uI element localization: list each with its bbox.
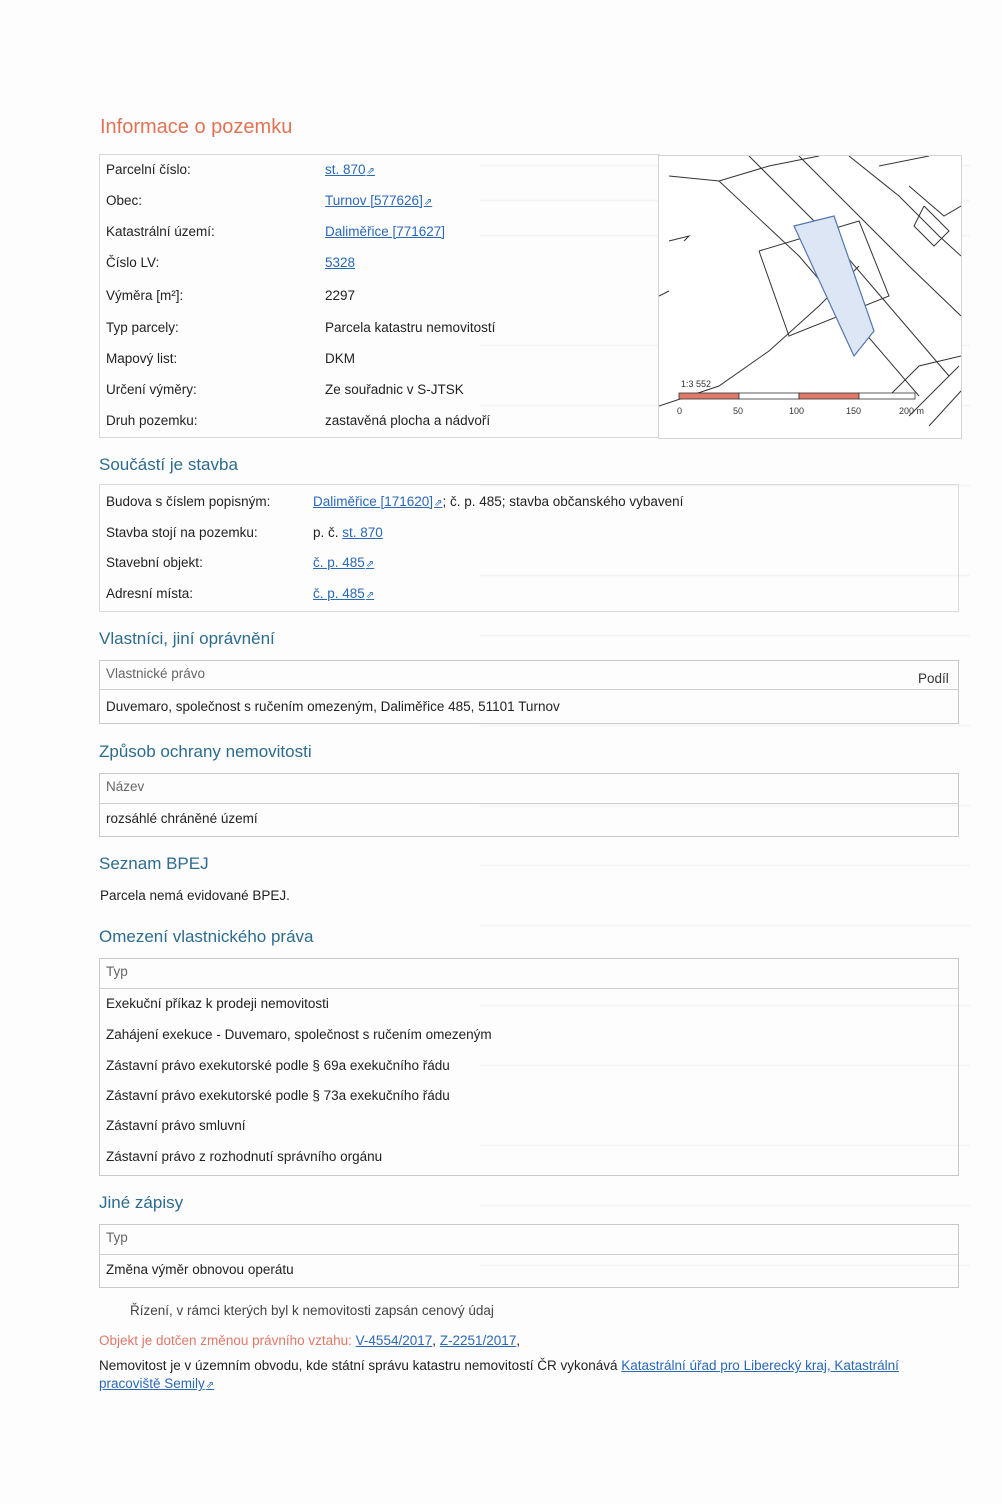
map-tick-label: 200 m <box>899 406 925 416</box>
office-note-continued <box>99 1375 214 1395</box>
bpej-text: Parcela nemá evidované BPEJ. <box>100 888 290 903</box>
external-link-icon: ⇗ <box>365 590 375 601</box>
table-divider <box>99 803 959 804</box>
owners-heading: Vlastníci, jiní oprávnění <box>99 629 275 648</box>
legal-change-note: Objekt je dotčen změnou právního vztahu: V-4554/2017, Z-2251/2017, <box>99 1333 521 1348</box>
map-scale-label: 1:3 552 <box>681 379 712 389</box>
restriction-item: Zástavní právo exekutorské podle § 69a exekučního řádu <box>106 1058 450 1073</box>
other-records-value: Změna výměr obnovou operátu <box>106 1262 294 1277</box>
address-point-link[interactable]: č. p. 485⇗ <box>313 586 375 601</box>
external-link-icon: ⇗ <box>366 166 375 177</box>
other-records-heading: Jiné zápisy <box>99 1193 184 1212</box>
cadastral-map-drawing <box>659 156 961 438</box>
cadastral-area-link[interactable]: Daliměřice [771627] <box>325 224 446 239</box>
protection-column-header: Název <box>106 779 145 794</box>
building-plot-link[interactable]: st. 870 <box>342 525 383 540</box>
page-title: Informace o pozemku <box>100 116 293 138</box>
restriction-item: Zástavní právo z rozhodnutí správního orgánu <box>106 1149 383 1164</box>
municipality-link[interactable]: Turnov [577626]⇗ <box>325 193 433 208</box>
change-link-z2251[interactable]: Z-2251/2017 <box>439 1333 517 1348</box>
protection-value: rozsáhlé chráněné území <box>106 811 258 826</box>
restriction-item: Zástavní právo exekutorské podle § 73a exekučního řádu <box>106 1088 450 1103</box>
building-district-link[interactable]: Daliměřice [171620]⇗ <box>313 494 443 509</box>
office-note: Nemovitost je v územním obvodu, kde státní správu katastru nemovitostí ČR vykonává Katastrální úřad pro Liberecký kraj, Katastrální <box>99 1358 899 1373</box>
restriction-item: Zahájení exekuce - Duvemaro, společnost s ručením omezeným <box>106 1027 492 1042</box>
change-link-v4554[interactable]: V-4554/2017 <box>355 1333 433 1348</box>
map-tick-label: 100 <box>789 406 805 416</box>
external-link-icon: ⇗ <box>365 559 375 570</box>
share-column-header: Podíl <box>918 671 949 686</box>
external-link-icon: ⇗ <box>434 498 443 509</box>
map-tick-label: 0 <box>677 406 683 416</box>
restriction-item: Exekuční příkaz k prodeji nemovitosti <box>106 996 329 1011</box>
owner-value: Duvemaro, společnost s ručením omezeným, Daliměřice 485, 51101 Turnov <box>106 699 560 714</box>
cadastral-map[interactable] <box>658 155 962 439</box>
table-divider <box>99 689 959 690</box>
cadastral-office-link-continued[interactable]: pracoviště Semily⇗ <box>99 1376 215 1391</box>
map-tick-label: 50 <box>733 406 744 416</box>
external-link-icon: ⇗ <box>205 1380 215 1391</box>
lv-number-link[interactable]: 5328 <box>325 255 356 270</box>
owners-column-header: Vlastnické právo <box>106 666 206 681</box>
parcel-number-link[interactable]: st. 870⇗ <box>325 162 375 177</box>
map-tick-label: 150 <box>846 406 862 416</box>
other-records-column-header: Typ <box>106 1230 128 1245</box>
table-divider <box>99 988 959 989</box>
building-heading: Součástí je stavba <box>99 455 238 474</box>
restrictions-column-header: Typ <box>106 964 128 979</box>
restrictions-heading: Omezení vlastnického práva <box>99 927 314 946</box>
protection-heading: Způsob ochrany nemovitosti <box>99 742 312 761</box>
price-proceedings-note: Řízení, v rámci kterých byl k nemovitosti zapsán cenový údaj <box>130 1303 494 1318</box>
bpej-heading: Seznam BPEJ <box>99 854 209 873</box>
external-link-icon: ⇗ <box>423 197 433 208</box>
building-object-link[interactable]: č. p. 485⇗ <box>313 555 375 570</box>
restriction-item: Zástavní právo smluvní <box>106 1118 246 1133</box>
cadastral-office-link[interactable]: Katastrální úřad pro Liberecký kraj, Katastrální <box>621 1358 899 1373</box>
table-divider <box>99 1254 959 1255</box>
